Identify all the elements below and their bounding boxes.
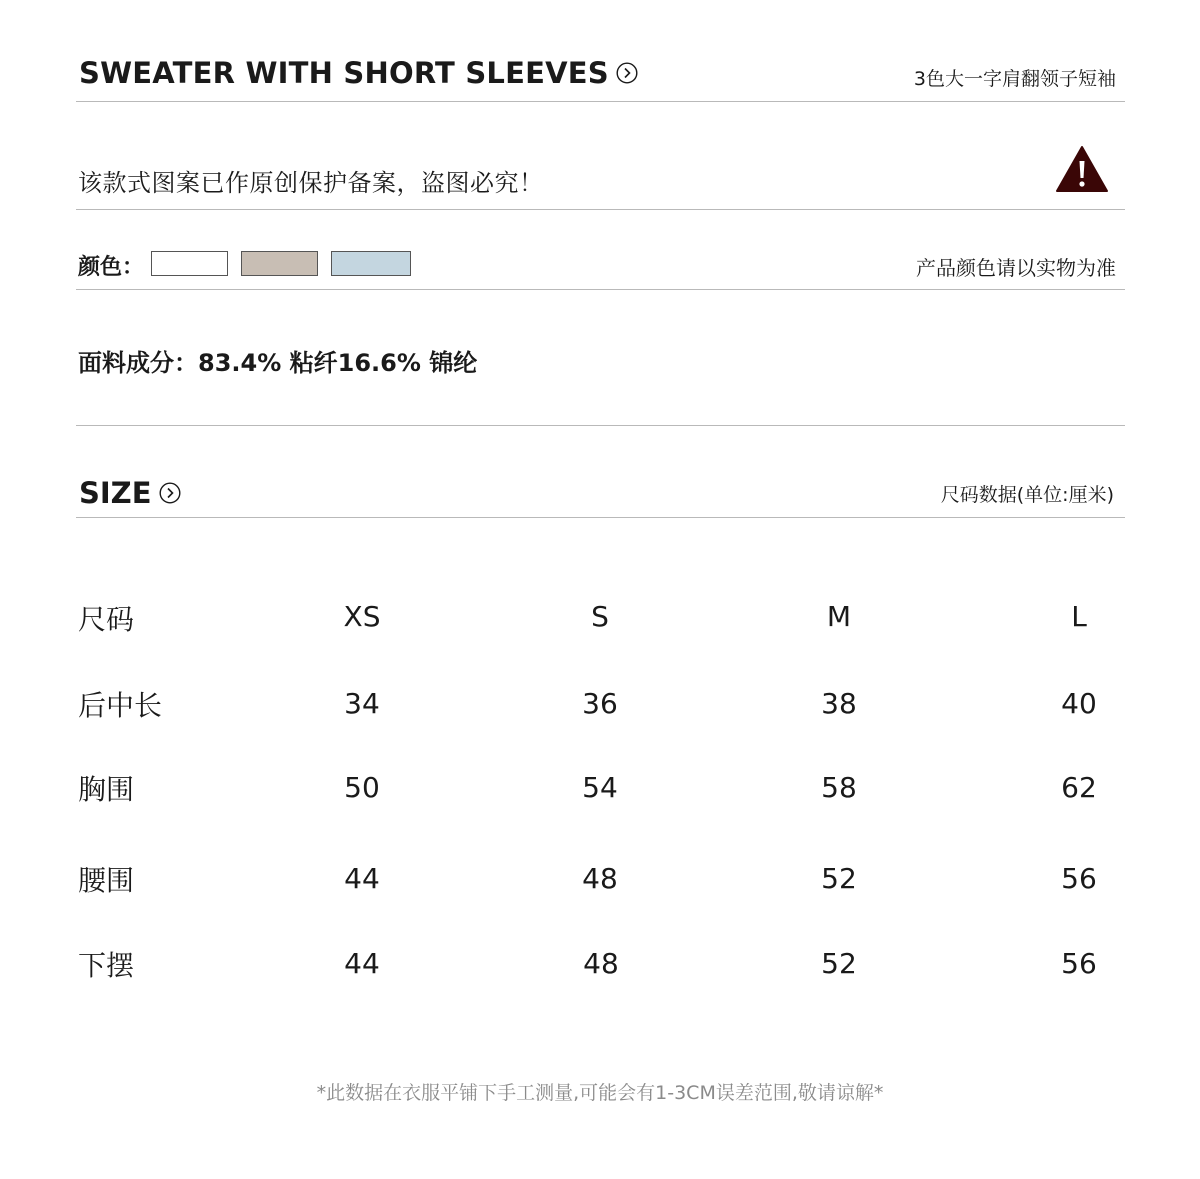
table-cell: 38: [821, 687, 857, 720]
size-header-cell: XS: [343, 600, 381, 633]
table-cell: 54: [582, 771, 618, 804]
warning-triangle-icon: [1055, 145, 1109, 193]
table-cell: 48: [582, 862, 618, 895]
product-subtitle: 3色大一字肩翻领子短袖: [913, 68, 1116, 90]
fabric-composition: 面料成分：83.4% 粘纤16.6% 锦纶: [78, 349, 478, 377]
size-header-label: 尺码: [78, 603, 135, 636]
divider: [76, 289, 1125, 290]
table-cell: 34: [344, 687, 380, 720]
table-cell: 52: [821, 862, 857, 895]
copyright-notice: 该款式图案已作原创保护备案，盗图必究！: [78, 169, 544, 197]
product-title: [79, 56, 638, 90]
table-cell: 36: [582, 687, 618, 720]
divider: [76, 101, 1125, 102]
table-cell: 56: [1061, 947, 1097, 980]
measurement-footnote: *此数据在衣服平铺下手工测量,可能会有1-3CM误差范围,敬请谅解*: [316, 1082, 884, 1104]
divider: [76, 425, 1125, 426]
divider: [76, 209, 1125, 210]
table-cell: 58: [821, 771, 857, 804]
table-cell: 52: [821, 947, 857, 980]
table-row-label: 胸围: [78, 773, 135, 806]
table-cell: 48: [583, 947, 619, 980]
table-cell: 56: [1061, 862, 1097, 895]
table-cell: 40: [1061, 687, 1097, 720]
table-row-label: 后中长: [78, 689, 163, 722]
chevron-right-circle-icon[interactable]: [159, 482, 181, 504]
table-cell: 44: [344, 947, 380, 980]
size-header-cell: L: [1071, 600, 1087, 633]
product-title-text: SWEATER WITH SHORT SLEEVES: [79, 56, 609, 90]
color-swatch-khaki[interactable]: [241, 251, 318, 276]
table-cell: 44: [344, 862, 380, 895]
size-title-text: SIZE: [79, 476, 152, 510]
color-label: 颜色：: [78, 255, 145, 280]
size-unit-note: 尺码数据(单位:厘米): [940, 484, 1114, 506]
color-swatch-light-blue[interactable]: [331, 251, 411, 276]
size-header-cell: S: [591, 600, 609, 633]
table-cell: 62: [1061, 771, 1097, 804]
color-disclaimer: 产品颜色请以实物为准: [916, 256, 1116, 280]
table-row-label: 下摆: [78, 949, 135, 982]
color-swatch-white[interactable]: [151, 251, 228, 276]
chevron-right-circle-icon[interactable]: [616, 62, 638, 84]
table-cell: 50: [344, 771, 380, 804]
size-header-cell: M: [826, 600, 852, 633]
size-section-title: [79, 476, 181, 510]
table-row-label: 腰围: [78, 864, 135, 897]
divider: [76, 517, 1125, 518]
